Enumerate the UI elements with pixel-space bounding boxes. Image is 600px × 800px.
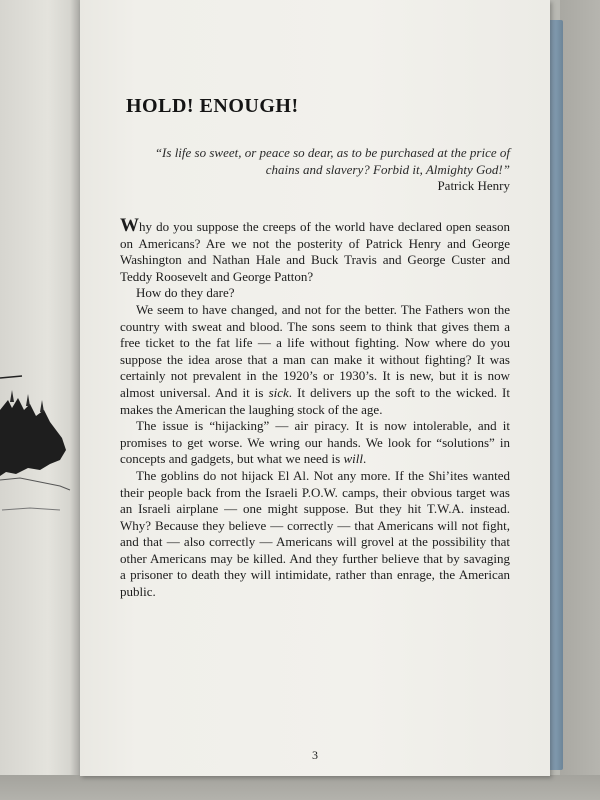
epigraph-attribution: Patrick Henry bbox=[437, 178, 510, 193]
page-content bbox=[120, 95, 510, 601]
body-paragraph bbox=[120, 418, 510, 468]
emphasized-word: sick bbox=[268, 384, 289, 400]
table-surface bbox=[560, 0, 600, 800]
facing-page-illustration bbox=[0, 360, 80, 540]
body-paragraph: How do they dare? bbox=[136, 285, 235, 301]
paragraph-text: We seem to have changed, and not for the better. The Fathers won the country with sweat and blood. The sons seem to think that gives them a free ticket to the fat life — a life without fighting. Now where do you suppose the idea arose that a man can make it without fighting? It was certainly not prevalent in the 1920’s or 1930’s. It is new, but it is now almost universal. And it is bbox=[120, 301, 510, 400]
paragraph-text: . It delivers up the soft to the wicked. It makes the American the laughing stock of the age. bbox=[120, 384, 510, 417]
page-number: 3 bbox=[312, 748, 318, 762]
chapter-title: HOLD! ENOUGH! bbox=[126, 95, 299, 117]
epigraph-quote: “Is life so sweet, or peace so dear, as to be purchased at the price of chains and slavery? Forbid it, Almighty God!” bbox=[154, 145, 510, 177]
table-surface-bottom bbox=[0, 775, 600, 800]
emphasized-word: will bbox=[343, 451, 363, 467]
paragraph-text: . bbox=[362, 451, 367, 467]
book-page bbox=[80, 0, 550, 776]
paragraph-text: hy do you suppose the creeps of the world have declared open season on Americans? Are we not the posterity of Patrick Henry and George Washington and Nathan Hale and Buck Travis and George Custer and Teddy Roosevelt and George Patton? bbox=[120, 219, 510, 284]
body-paragraph bbox=[120, 215, 510, 285]
body-paragraph: The goblins do not hijack El Al. Not any more. If the Shi’ites wanted their people back from the Israeli P.O.W. camps, their obvious target was an Israeli airplane — one might suppose. But they hit T.W.A. instead. Why? Because they believe — correctly — that Americans will not fight, and that — also correctly — Americans will grovel at the possibility that other Americans may be killed. And they further believe that by savaging a prisoner to death they will intimidate, rather than enrage, the American public. bbox=[120, 467, 510, 600]
drop-cap: W bbox=[120, 215, 139, 236]
body-paragraph bbox=[120, 302, 510, 418]
paragraph-text: The issue is “hijacking” — air piracy. It is now intolerable, and it promises to get worse. We wring our hands. We look for “solutions” in concepts and gadgets, but what we need is bbox=[120, 418, 510, 467]
